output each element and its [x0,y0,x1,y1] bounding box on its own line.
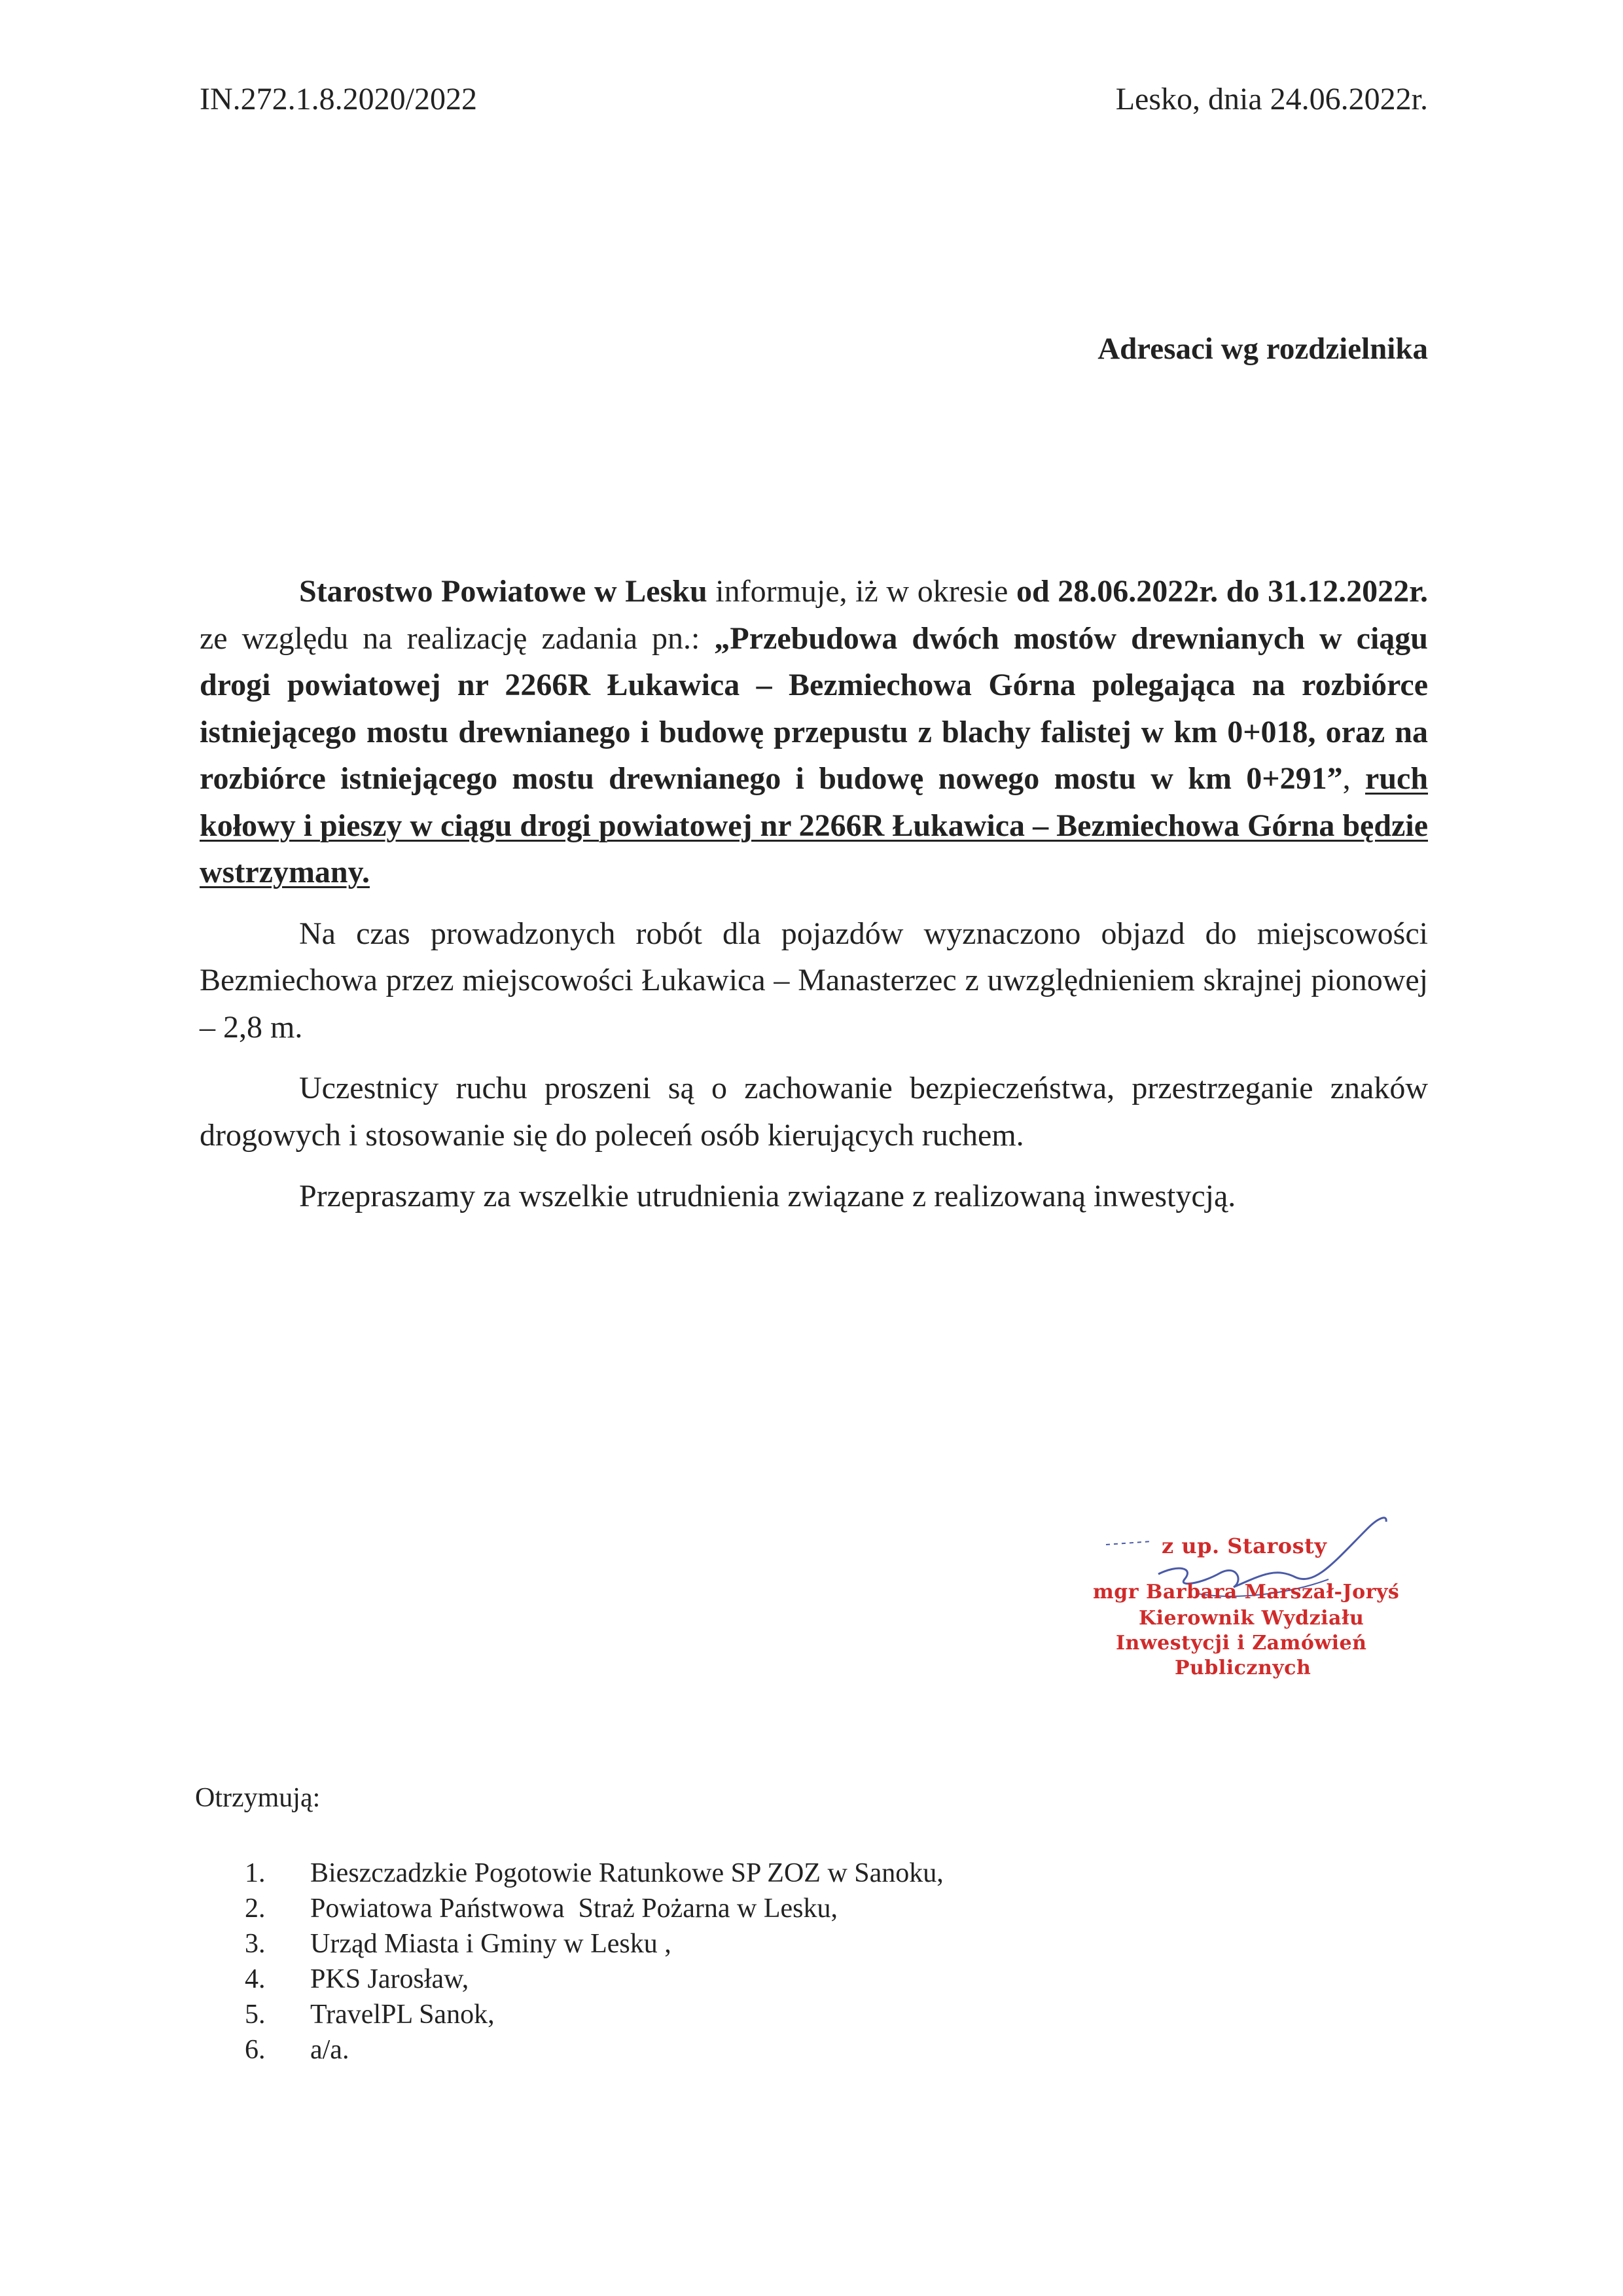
stamp-line-name: mgr Barbara Marszał-Joryś [1093,1581,1400,1604]
list-item [229,1891,944,1926]
recipient-name: Bieszczadzkie Pogotowie Ratunkowe SP ZOZ w Sanoku, [310,1858,944,1888]
recipient-name: TravelPL Sanok, [310,2000,495,2030]
list-item [229,1926,944,1962]
list-number: 2. [245,1893,266,1924]
addressee: Adresaci wg rozdzielnika [1097,332,1428,366]
paragraph-detour: Na czas prowadzonych robót dla pojazdów wyznaczono objazd do miejscowości Bezmiechowa przez miejscowości Łukawica – Manasterzec z uwzględnieniem skrajnej pionowej – 2,8 m. [200,916,1428,1045]
separator: , [1342,761,1366,796]
list-item [229,2032,944,2068]
letter-body [200,568,1428,1234]
list-item [229,1856,944,1891]
announcement-text-2: ze względu na realizację zadania pn.: [200,620,715,656]
list-item [229,1962,944,1997]
list-number: 3. [245,1929,266,1959]
paragraph-apology: Przepraszamy za wszelkie utrudnienia związane z realizowaną inwestycją. [299,1179,1236,1213]
list-number: 4. [245,1964,266,1994]
closure-period: od 28.06.2022r. do 31.12.2022r. [1016,574,1429,609]
stamp-line-department: Inwestycji i Zamówień [1116,1632,1367,1655]
reference-number: IN.272.1.8.2020/2022 [200,82,477,117]
stamp-line-position: Kierownik Wydziału [1139,1607,1364,1630]
recipients-label: Otrzymują: [195,1783,321,1813]
announcement-text: informuje, iż w okresie [707,574,1016,609]
list-number: 6. [245,2035,266,2065]
official-stamp [1080,1502,1420,1718]
stamp-line-department-2: Publicznych [1175,1657,1311,1679]
issuer-name: Starostwo Powiatowe w Lesku [299,574,707,609]
list-item [229,1997,944,2032]
recipient-name: a/a. [310,2035,349,2065]
list-number: 1. [245,1858,266,1888]
recipient-name: PKS Jarosław, [310,1964,469,1994]
paragraph-announcement [200,568,1428,896]
place-date: Lesko, dnia 24.06.2022r. [1115,82,1428,117]
recipients-list [229,1856,944,2068]
paragraph-safety: Uczestnicy ruchu proszeni są o zachowanie bezpieczeństwa, przestrzeganie znaków drogowych i stosowanie się do poleceń osób kierujących ruchem. [200,1071,1428,1153]
stamp-line-authority: z up. Starosty [1162,1534,1327,1558]
list-number: 5. [245,2000,266,2030]
closure-notice: ruch kołowy i pieszy w ciągu drogi powiatowej nr 2266R Łukawica – Bezmiechowa Górna będzie wstrzymany. [200,761,1429,889]
recipient-name: Urząd Miasta i Gminy w Lesku , [310,1929,671,1959]
recipient-name: Powiatowa Państwowa Straż Pożarna w Lesku, [310,1893,838,1924]
project-title: „Przebudowa dwóch mostów drewnianych w ciągu drogi powiatowej nr 2266R Łukawica – Bezmiechowa Górna polegająca na rozbiórce istniejącego mostu drewnianego i budowę przepustu z blachy falistej w km 0+018, oraz na rozbiórce istniejącego mostu drewnianego i budowę nowego mostu w km 0+291” [200,620,1429,796]
